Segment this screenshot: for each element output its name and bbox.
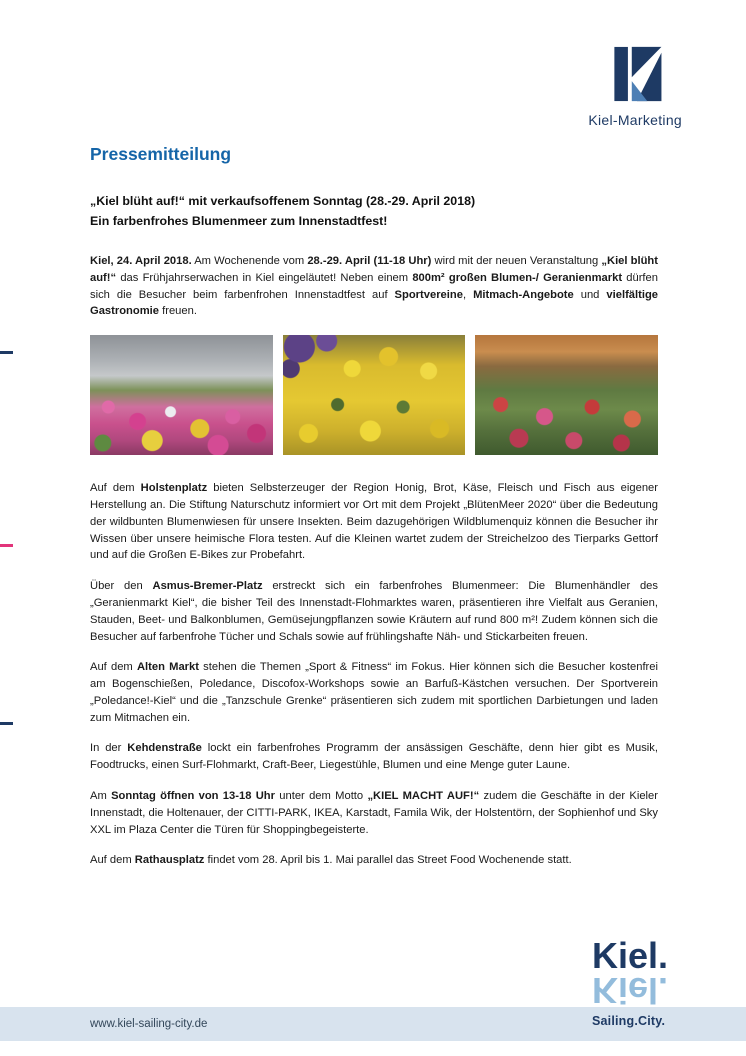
paragraph-kehdenstrasse: In der Kehdenstraße lockt ein farbenfrohes Programm der ansässigen Geschäfte, denn hier gibt es Musik, Foodtrucks, einen Surf-Flohmarkt, Craft-Beer, Liegestühle, Blumen und eine Menge guter Laune. [90, 742, 658, 772]
paragraph-asmus-bremer-platz: Über den Asmus-Bremer-Platz erstreckt sich ein farbenfrohes Blumenmeer: Die Blumenhändler des „Geranienmarkt Kiel“, die bisher Teil des Innenstadt-Flohmarktes waren, präsentieren ihre Vielfalt aus Geranien, Stauden, Beet- und Balkonblumen, Gemüsejungpflanzen sowie Kräutern auf rund 800 m²! Zudem können sich die Besucher auf farbenfrohe Tücher und Schals sowie auf frühlingshafte Näh- und Stickarbeiten freuen. [90, 580, 658, 643]
document-body [0, 144, 746, 869]
crop-mark-middle [0, 544, 13, 547]
kiel-sailing-city-logo [591, 935, 668, 1028]
headline [90, 191, 658, 232]
sailing-city-tagline: Sailing.City. [591, 1014, 666, 1028]
brand-wordmark: Kiel-Marketing [588, 112, 682, 128]
paragraph-intro: Kiel, 24. April 2018. Am Wochenende vom 28.-29. April (11-18 Uhr) wird mit der neuen Veranstaltung „Kiel blüht auf!“ das Frühjahrserwachen in Kiel eingeläutet! Neben einem 800m² großen Blumen-/ Geranienmarkt dürfen sich die Besucher beim farbenfrohen Innenstadtfest auf Sportvereine, Mitmach-Angebote und vielfältige Gastronomie freuen. [90, 254, 659, 318]
footer-website-link[interactable]: www.kiel-sailing-city.de [90, 1018, 208, 1030]
crop-mark-top [0, 351, 13, 354]
kiel-marketing-k-icon [606, 44, 664, 104]
paragraph-verkaufsoffener-sonntag: Am Sonntag öffnen von 13-18 Uhr unter dem Motto „KIEL MACHT AUF!“ zudem die Geschäfte in der Kieler Innenstadt, die Holtenauer, der CITTI-PARK, IKEA, Karstadt, Famila Wik, der Holstentörn, der Sophienhof und Sky XXL im Plaza Center die Türen für Shoppingbegeisterte. [90, 790, 658, 836]
kiel-logo-text: Kiel. [591, 935, 668, 976]
kiel-logo-reflection: Kiel. [591, 970, 668, 1011]
paragraph-alter-markt: Auf dem Alten Markt stehen die Themen „Sport & Fitness“ im Fokus. Hier können sich die Besucher kostenfrei am Bogenschießen, Poledance, Discofox-Workshops sowie an Barfuß-Kästchen versuchen. Der Sportverein „Poledance!-Kiel“ und die „Tanzschule Grenke“ präsentieren sich zudem mit sportlichen Darbietungen und laden zum Mitmachen ein. [90, 661, 658, 724]
photo-pansy-field [283, 335, 466, 455]
photo-flower-market [90, 335, 273, 455]
kiel-marketing-logo [588, 44, 682, 128]
photo-strip [90, 335, 658, 455]
crop-mark-bottom [0, 722, 13, 725]
headline-line-2: Ein farbenfrohes Blumenmeer zum Innenstadtfest! [90, 214, 388, 229]
paragraph-holstenplatz: Auf dem Holstenplatz bieten Selbsterzeuger der Region Honig, Brot, Käse, Fleisch und Fisch aus eigener Herstellung an. Die Stiftung Naturschutz informiert vor Ort mit dem Projekt „BlütenMeer 2020“ über die Bedeutung der wildbunten Blumenwiesen für unsere Insekten. Beim dazugehörigen Wildblumenquiz können die Besucher ihr Wissen über unsere heimische Flora testen. Auf die Kleinen wartet zudem der Streichelzoo des Tierparks Gettorf und auf die Großen E-Bikes zur Probefahrt. [90, 482, 658, 562]
headline-line-1: „Kiel blüht auf!“ mit verkaufsoffenem Sonntag (28.-29. April 2018) [90, 194, 476, 208]
document-type-heading: Pressemitteilung [90, 144, 232, 164]
photo-geranium-market [475, 335, 658, 455]
paragraph-rathausplatz: Auf dem Rathausplatz findet vom 28. April bis 1. Mai parallel das Street Food Wochenende statt. [90, 854, 572, 867]
header [0, 0, 746, 128]
